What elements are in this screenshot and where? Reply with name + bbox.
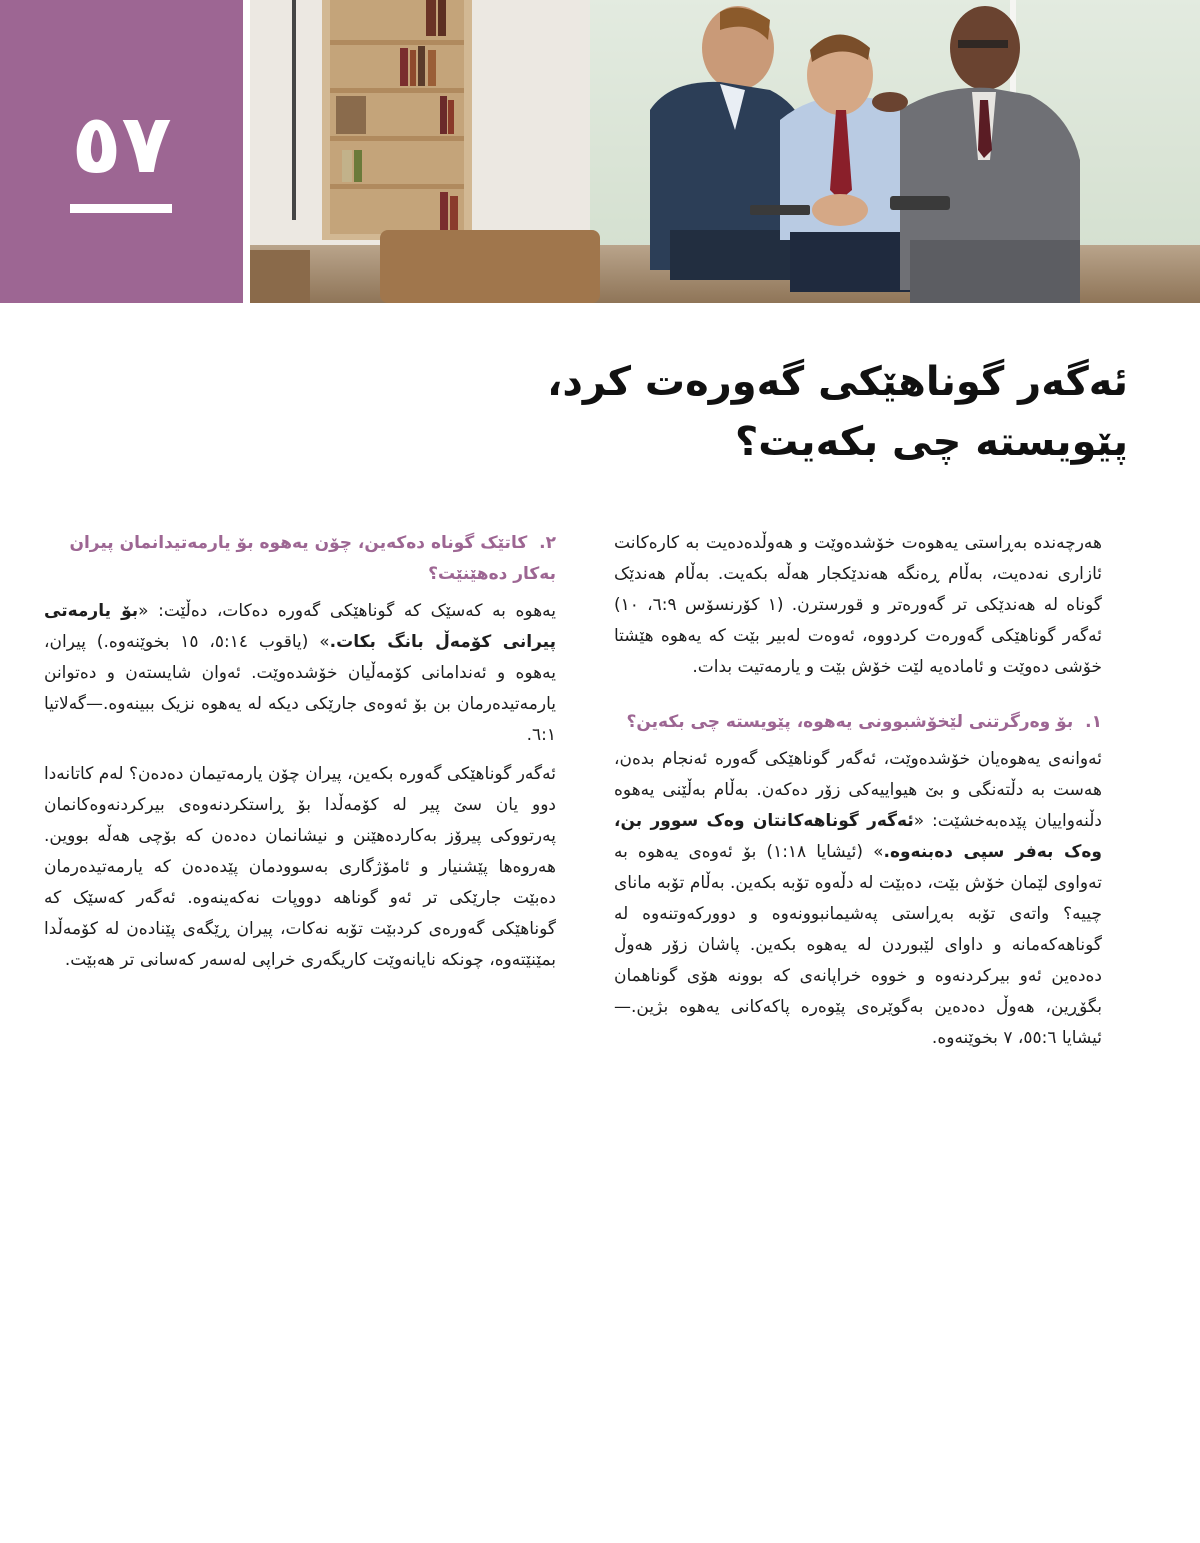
section2-question-text: کاتێک گوناه دەکەین، چۆن یەهوە بۆ یارمەتیدانمان پیران بەکار دەهێنێت؟ [69,533,556,584]
section1-number: ١. [1085,712,1102,732]
lesson-number: ٥٧ [71,97,172,192]
section1-text-a: ئەوانەی یەهوەیان خۆشدەوێت، ئەگەر گوناهێکی گەورە ئەنجام بدەن، هەست بە دڵتەنگی و بێ هیواییەکی زۆر دەکەن. بەڵام بەڵێنی یەهوە دڵنەواییان پێدەبەخشێت: « [614,749,1102,831]
right-column [614,528,1102,1062]
section2-paragraph-2: ئەگەر گوناهێکی گەورە بکەین، پیران چۆن یارمەتیمان دەدەن؟ لەم کاتانەدا دوو یان سێ پیر لە کۆمەڵدا بۆ ڕاستکردنەوەی بیرکردنەوەکانمان پەرتووکی پیرۆز بەکاردەهێنن و نیشانمان دەدەن کە بۆچی هەڵە بووین. هەروەها پێشنیار و ئامۆژگاری بەسوودمان پێدەدەن کە یارمەتیدەرمان دەبێت جارێکی تر ئەو گوناهە دووپات نەکەینەوە. ئەگەر کەسێک کە گوناهێکی گەورەی کردبێت تۆبە نەکات، پیران ڕێگەی پێنادەن لە کۆمەڵدا بمێنێتەوە، چونکە نایانەوێت کاریگەری خراپی لەسەر کەسانی تر هەبێت. [44,764,556,970]
section2-paragraph-1 [44,596,556,751]
section1-scripture-quote: ئەگەر گوناهەکانتان وەک سوور بن، وەک بەفر سپی دەبنەوە. [614,811,1102,862]
page-title [428,352,1128,472]
lesson-badge [0,0,243,303]
section2-number: ٢. [539,533,556,553]
section1-text-b: » (ئیشایا ١:١٨) بۆ ئەوەی یەهوە بە تەواوی لێمان خۆش بێت، دەبێت لە دڵەوە تۆبە بکەین. بەڵام تۆبە مانای چییە؟ واتەی تۆبە بەڕاستی پەشیمانبوونەوە و دوورکەوتنەوە لە گوناهەکەمانە و داوای لێبوردن لە یەهوە بکەین. پاشان زۆر هەوڵ دەدەین ئەو بیرکردنەوە و خووە خراپانەی کە بوونە هۆی گوناهمان بگۆڕین، هەوڵ دەدەین بەگوێرەی پێوەرە پاکەکانی یەهوە بژین.—ئیشایا ٥٥:٦، ٧ بخوێنەوە. [614,842,1102,1048]
intro-paragraph: هەرچەندە بەڕاستی یەهوەت خۆشدەوێت و هەوڵدەدەیت بە کارەکانت ئازاری نەدەیت، بەڵام ڕەنگە هەندێکجار هەڵە بکەیت. بەڵام هەندێک گوناه لە هەندێکی تر گەورەتر و قورسترن. (١ کۆرنسۆس ٦:٩، ١٠) ئەگەر گوناهێکی گەورەت کردووە، ئەوەت لەبیر بێت کە یەهوە هێشتا خۆشی دەوێت و ئامادەیە لێت خۆش بێت و یارمەتیت بدات. [614,533,1102,677]
photo-three-men-counseling-icon [250,0,1200,303]
page-title-line1: ئەگەر گوناهێکی گەورەت کرد، [547,359,1128,405]
section1-paragraph [614,744,1102,1054]
section2-p1-text-b: » (یاقوب ٥:١٤، ١٥ بخوێنەوە.) پیران، یەهوە و ئەندامانی کۆمەڵیان خۆشدەوێت. ئەوان شایستەن و دەتوانن یارمەتیدەرمان بن بۆ ئەوەی جارێکی دیکە لە یەهوە نزیک ببینەوە.—گەلاتیا ٦:١. [44,632,556,745]
section2-question [44,528,556,590]
section2-p1-text-a: یەهوە بە کەسێک کە گوناهێکی گەورە دەکات، دەڵێت: « [138,601,556,621]
section1-question [614,707,1102,738]
header-photo [250,0,1200,303]
section1-question-text: بۆ وەرگرتنی لێخۆشبوونی یەهوە، پێویستە چی بکەین؟ [626,712,1074,732]
lesson-number-underline [70,204,172,213]
section2-scripture-quote: بۆ یارمەتی پیرانی کۆمەڵ بانگ بکات. [44,601,556,652]
left-column [44,528,556,984]
page-title-line2: پێویستە چی بکەیت؟ [735,419,1128,465]
